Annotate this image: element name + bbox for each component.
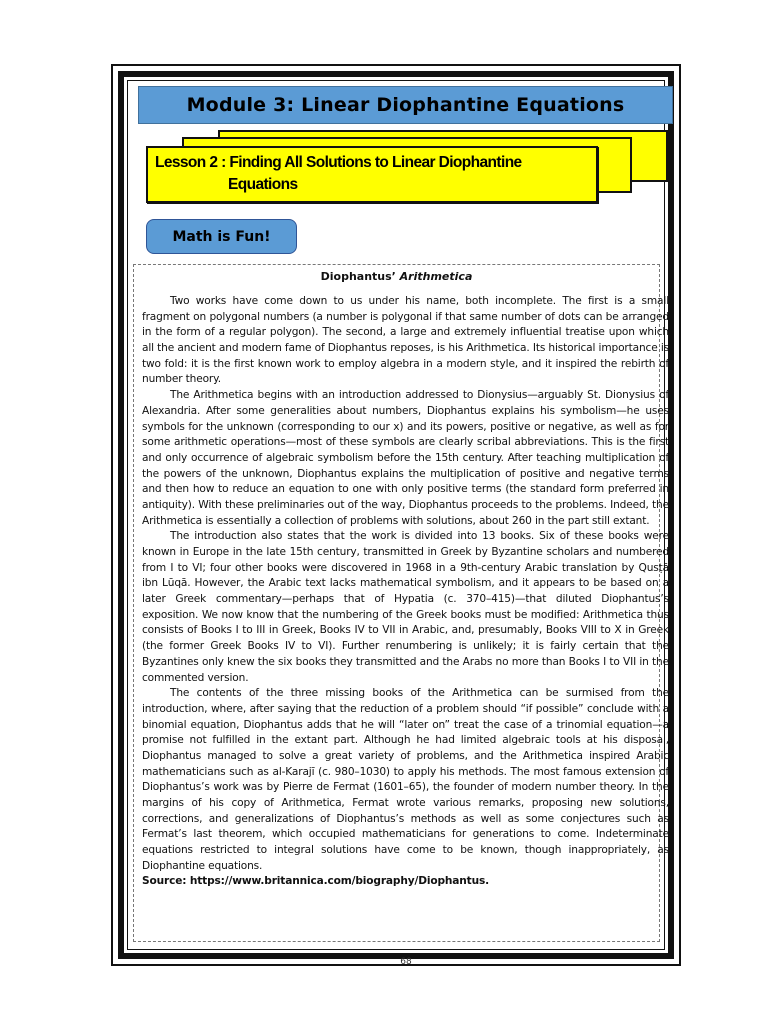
article-title-prefix: Diophantus’: [320, 270, 400, 283]
module-banner: [138, 86, 673, 124]
article-title: [133, 270, 660, 283]
page-number: 68: [400, 957, 412, 967]
article-paragraph-1: Two works have come down to us under his name, both incomplete. The first is a small fragment on polygonal numbers (a number is polygonal if that same number of dots can be arranged in the form of a regular polygon). The second, a large and extremely influential treatise upon which all the ancient and modern fame of Diophantus reposes, is his Arithmetica. Its historical importance is two fold: it is the first known work to employ algebra in a modern style, and it inspired the rebirth of number theory.: [142, 295, 669, 386]
math-is-fun-badge: Math is Fun!: [146, 219, 297, 254]
lesson-title-line2: Equations: [228, 176, 298, 193]
article-paragraph-4: The contents of the three missing books of the Arithmetica can be surmised from the introduction, where, after saying that the reduction of a problem should “if possible” conclude with a binomial equation, Diophantus adds that he will “later on” treat the case of a trinomial equation—a promise not fulfilled in the extant part. Although he had limited algebraic tools at his disposal, Diophantus managed to solve a great variety of problems, and the Arithmetica inspired Arabic mathematicians such as al-Karajī (c. 980–1030) to apply his methods. The most famous extension of Diophantus’s work was by Pierre de Fermat (1601–65), the founder of modern number theory. In the margins of his copy of Arithmetica, Fermat wrote various remarks, proposing new solutions, corrections, and generalizations of Diophantus’s methods as well as some conjectures such as Fermat’s last theorem, which occupied mathematicians for generations to come. Indeterminate equations restricted to integral solutions have come to be known, though inappropriately, as Diophantine equations.: [142, 687, 669, 872]
article-body: [142, 294, 669, 890]
lesson-title-line1: Lesson 2 : Finding All Solutions to Linear Diophantine: [155, 154, 522, 171]
article-paragraph-2: The Arithmetica begins with an introduction addressed to Dionysius—arguably St. Dionysius of Alexandria. After some generalities about numbers, Diophantus explains his symbolism—he uses symbols for the unknown (corresponding to our x) and its powers, positive or negative, as well as for some arithmetic operations—most of these symbols are clearly scribal abbreviations. This is the first and only occurrence of algebraic symbolism before the 15th century. After teaching multiplication of the powers of the unknown, Diophantus explains the multiplication of positive and negative terms and then how to reduce an equation to one with only positive terms (the standard form preferred in antiquity). With these preliminaries out of the way, Diophantus proceeds to the problems. Indeed, the Arithmetica is essentially a collection of problems with solutions, about 260 in the part still extant.: [142, 389, 669, 527]
module-title: Module 3: Linear Diophantine Equations: [186, 94, 625, 116]
lesson-title: [155, 152, 585, 196]
article-paragraph-3: The introduction also states that the work is divided into 13 books. Six of these books were known in Europe in the late 15th century, transmitted in Greek by Byzantine scholars and numbered from I to VI; four other books were discovered in 1968 in a 9th-century Arabic translation by Qusṭā ibn Lūqā. However, the Arabic text lacks mathematical symbolism, and it appears to be based on a later Greek commentary—perhaps that of Hypatia (c. 370–415)—that diluted Diophantus’s exposition. We now know that the numbering of the Greek books must be modified: Arithmetica thus consists of Books I to III in Greek, Books IV to VII in Arabic, and, presumably, Books VIII to X in Greek (the former Greek Books IV to VI). Further renumbering is unlikely; it is fairly certain that the Byzantines only knew the six books they transmitted and the Arabs no more than Books I to VII in the commented version.: [142, 530, 669, 684]
article-title-italic: Arithmetica: [399, 270, 473, 283]
article-source: Source: https://www.britannica.com/biography/Diophantus.: [142, 875, 489, 888]
